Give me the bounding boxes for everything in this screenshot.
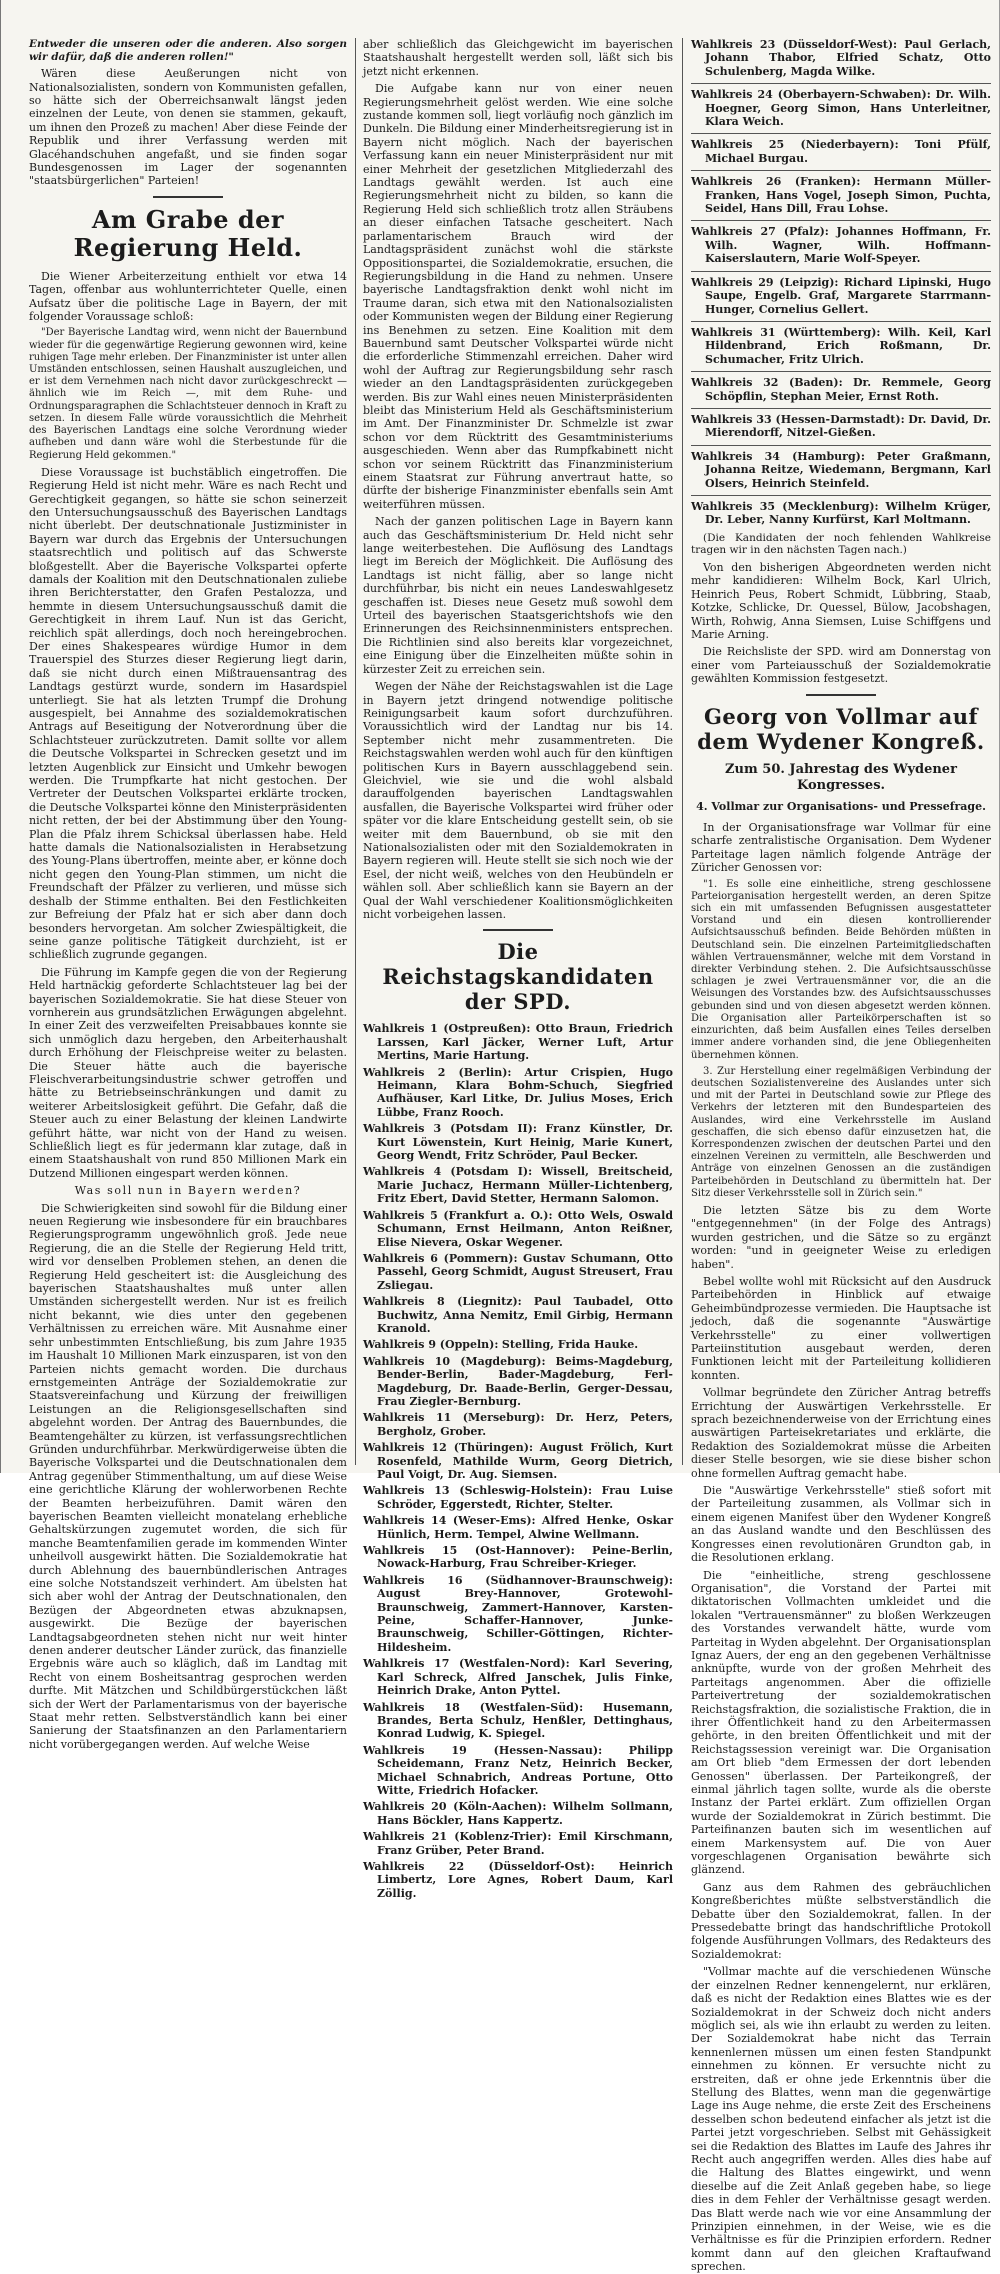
vollmar-paragraph-5: Die "Auswärtige Verkehrsstelle" stieß sofort mit der Parteileitung zusammen, als Vollmar sich in einem eigenen Manifest über den Wydener Kongreß an das Ausland wandte und den Beschlüssen des Kongresses einen revolutionären Grundton gab, in die Resolutionen erklang. <box>691 1484 991 1565</box>
wahlkreis-entry: Wahlkreis 15 (Ost-Hannover): Peine-Berlin, Nowack-Harburg, Frau Schreiber-Krieger. <box>363 1544 673 1571</box>
wahlkreis-entry: Wahlkreis 33 (Hessen-Darmstadt): Dr. David, Dr. Mierendorff, Nitzel-Gießen. <box>691 412 992 440</box>
wahlkreis-entry: Wahlkreis 34 (Hamburg): Peter Graßmann, Johanna Reitze, Wiedemann, Bergmann, Karl Olsers, Heinrich Steinfeld. <box>691 449 991 490</box>
column-rule-2 <box>682 38 683 1465</box>
wahlkreis-entry: Wahlkreis 20 (Köln-Aachen): Wilhelm Sollmann, Hans Böckler, Hans Kappertz. <box>363 1800 673 1827</box>
column-3 <box>691 38 992 2274</box>
wahlkreis-entry: Wahlkreis 24 (Oberbayern-Schwaben): Dr. Wilh. Hoegner, Georg Simon, Hans Unterleitner, Klara Weich. <box>691 88 991 129</box>
held-paragraph-4: Die Schwierigkeiten sind sowohl für die Bildung einer neuen Regierung wie insbesondere für ein brauchbares Regierungsprogramm ungewöhnlich groß. Jede neue Regierung, die an die Stelle der Regierung Held tritt, wird vor denselben Problemen stehen, an denen die Regierung Held gescheitert ist: die Ausgleichung des bayerischen Staatshaushaltes muß unter allen Umständen sichergestellt werden. Nur ist es freilich nicht bekannt, wie dies unter den gegebenen Verhältnissen zu erreichen wäre. Mit Ausnahme einer sehr unbestimmten Entschließung, bis zum Jahre 1935 im Haushalt 10 Millionen Mark einzusparen, ist von den Parteien nichts gemacht worden. Die durchaus ernstgemeinten Anträge der Sozialdemokratie zur Staatsvereinfachung und Kürzung der freiwilligen Leistungen an die Religionsgesellschaften sind abgelehnt worden. Der Antrag des Bauernbundes, die Beamtengehälter zu kürzen, ist verfassungsrechtlichen Gründen undurchführbar. Merkwürdigerweise übten die Bayerische Volkspartei und die Deutschnationalen dem Antrag gegenüber Stimmenthaltung, um auf diese Weise eine gerichtliche Klärung der wohlerworbenen Rechte der Beamten herbeizuführen. Damit wären den bayerischen Beamten vielleicht monatelang erhebliche Gehaltskürzungen zugemutet worden, die sich für manche Beamtenfamilien gerade im kommenden Winter unheilvoll ausgewirkt hätten. Die Sozialdemokratie hat durch Ablehnung des bauernbündlerischen Antrages eine solche Notstandszeit verhindert. Am übelsten hat sich aber wohl der Antrag der Deutschnationalen, den Bezügen der Abgeordneten etwas abzuknapsen, ausgewirkt. Die Bezüge der bayerischen Landtagsabgeordneten stehen nicht nur weit hinter denen anderer deutscher Länder zurück, das finanzielle Ergebnis wäre auch so kläglich, daß im Landtag mit Recht von einem Bosheitsantrag gesprochen werden durfte. Mit Mätzchen und Schildbürgerstückchen läßt sich der Wert der Parlamentarismus von der bayerische Staat mehr retten. Selbstverständlich kann bei einer Sanierung der Staatsfinanzen an den Parlamentariern nicht vorübergegangen werden. Auf welche Weise <box>29 1201 347 1751</box>
wahlkreis-entry: Wahlkreis 17 (Westfalen-Nord): Karl Severing, Karl Schreck, Alfred Janschek, Julis Finke, Heinrich Drake, Anton Pyttel. <box>363 1657 673 1698</box>
wahlkreis-entry: Wahlkreis 5 (Frankfurt a. O.): Otto Wels, Oswald Schumann, Ernst Heilmann, Anton Reißner, Elise Nievera, Oskar Wegener. <box>363 1208 674 1249</box>
vollmar-paragraph-4: Vollmar begründete den Züricher Antrag betreffs Errichtung der Auswärtigen Verkehrsstelle. Er sprach bezeichnenderweise von der Errichtung eines auswärtigen Parteisekretariates und erklärte, die Redaktion des Sozialdemokrat müsse die Arbeiten dieser Stelle besorgen, wie sie diese bisher schon ohne formellen Auftrag gemacht habe. <box>691 1386 991 1480</box>
entry-divider <box>691 495 991 496</box>
held-paragraph-3: Die Führung im Kampfe gegen die von der Regierung Held hartnäckig geforderte Schlachtsteuer lag bei der bayerischen Sozialdemokratie. Sie hat diese Steuer von vornherein aus grundsätzlichen Erwägungen abgelehnt. In einer Zeit des verzweifelten Preisabbaues konnte sie sich unmöglich dazu hergeben, den Arbeiterhaushalt durch Erhöhung der Fleischpreise weiter zu belasten. Die Steuer hätte auch die bayerische Fleischverarbeitungsindustrie schwer getroffen und hätte zu Betriebseinschränkungen und damit zu weiterer Arbeitslosigkeit geführt. Die Gefahr, daß die Steuer auch zu einer Belastung der kleinen Landwirte geführt hätte, war nicht von der Hand zu weisen. Schließlich liegt es für jedermann klar zutage, daß in einem Staatshaushalt von rund 850 Millionen Mark ein Dutzend Millionen eingespart werden können. <box>29 965 347 1180</box>
wahlkreis-entry: Wahlkreis 8 (Liegnitz): Paul Taubadel, Otto Buchwitz, Anna Nemitz, Emil Girbig, Hermann Kranold. <box>363 1295 673 1335</box>
entry-divider <box>691 321 991 322</box>
entry-divider <box>691 170 991 171</box>
wahlkreis-entry: Wahlkreis 12 (Thüringen): August Frölich, Kurt Rosenfeld, Mathilde Wurm, Georg Dietrich, Paul Voigt, Dr. Aug. Siemsen. <box>363 1441 674 1481</box>
wahlkreis-entry: Wahlkreis 14 (Weser-Ems): Alfred Henke, Oskar Hünlich, Herm. Tempel, Alwine Wellmann. <box>363 1514 673 1541</box>
intro-paragraph: Wären diese Aeußerungen nicht von Nationalsozialisten, sondern von Kommunisten gefallen, so hätte sich der Oberreichsanwalt längst jeden einzelnen der Leute, von denen sie stammen, gekauft, um ihnen den Prozeß zu machen! Aber diese Feinde der Republik und ihrer Verfassung werden mit Glacéhandschuhen angefaßt, und sie finden sogar Bundesgenossen im Lager der sogenannten "staatsbürgerlichen" Parteien! <box>29 67 347 188</box>
wahlkreis-entry: Wahlkreis 35 (Mecklenburg): Wilhelm Krüger, Dr. Leber, Nanny Kurfürst, Karl Moltmann. <box>691 499 991 527</box>
entry-divider <box>691 408 991 409</box>
vollmar-paragraph-2: Die letzten Sätze bis zu dem Worte "entgegennehmen" (in der Folge des Antrags) wurden gestrichen, und die Sätze so zu ergänzt worden: "und in geeigneter Weise zu erledigen haben". <box>691 1203 991 1271</box>
entry-divider <box>691 445 991 446</box>
column-2 <box>363 38 674 1900</box>
column-rule-1 <box>355 38 356 1465</box>
wahlkreis-entry: Wahlkreis 16 (Südhannover-Braunschweig): August Brey-Hannover, Grotewohl-Braunschweig, Zammert-Hannover, Karsten-Peine, Schaffer-Hannover, Junke-Braunschweig, Schiller-Göttingen, Richter-Hildesheim. <box>363 1573 673 1654</box>
wahlkreis-entry: Wahlkreis 29 (Leipzig): Richard Lipinski, Hugo Saupe, Engelb. Graf, Margarete Starrmann-Hunger, Cornelius Gellert. <box>691 275 991 316</box>
held-paragraph-2: Diese Voraussage ist buchstäblich eingetroffen. Die Regierung Held ist nicht mehr. Wäre es nach Recht und Gerechtigkeit gegangen, so hätte sie schon seinerzeit den Untersuchungsausschuß des Bayerischen Landtags nicht überlebt. Der deutschnationale Justizminister in Bayern war durch das Ergebnis der Untersuchungen staatsrechtlich und politisch auf das Schwerste bloßgestellt. Aber die Bayerische Volkspartei opferte damals der Koalition mit den Deutschnationalen zuliebe ihren Berichterstatter, den Grafen Pestalozza, und hemmte in diesem Untersuchungsausschuß damit die Gerechtigkeit in ihrem Lauf. Nun ist das Gericht, reichlich spät allerdings, doch noch hereingebrochen. Der eines Shakespeares würdige Humor in dem Trauerspiel des Sturzes dieser Regierung liegt darin, daß sie nicht durch einen Mißtrauensantrag des Landtags gestürzt wurde, sondern im Hasardspiel unterliegt. Sie hat als letzten Trumpf die Drohung ausgespielt, bei Annahme des sozialdemokratischen Antrags auf Beseitigung der Notverordnung über die Schlachtsteuer zurückzutreten. Damit sollte vor allem die Deutsche Volkspartei in Schrecken gesetzt und im letzten Augenblick zur Einsicht und Umkehr bewogen werden. Die Trumpfkarte hat nicht gestochen. Der Vertreter der Deutschen Volkspartei erklärte trocken, die Deutsche Volkspartei könne den Ministerpräsidenten nicht retten, der bei der Abstimmung über den Young-Plan die Pfalz ihrem Schicksal überlassen habe. Held hatte damals die Nationalsozialisten in Herabsetzung des Young-Plans übertroffen, meinte aber, er könne doch nicht gegen den Young-Plan stimmen, um nicht die Freundschaft der Pfälzer zu verlieren, und müsse sich deshalb der Stimme enthalten. Bei den Festlichkeiten zur Befreiung der Pfalz hat er sich aber dann doch besonders hervorgetan. Am solcher Zwiespältigkeit, die seine ganze politische Tätigkeit durchzieht, ist er schließlich zugrunde gegangen. <box>29 465 347 962</box>
wahlkreis-entry: Wahlkreis 1 (Ostpreußen): Otto Braun, Friedrich Larssen, Karl Jäcker, Werner Luft, Artur Mertins, Marie Hartung. <box>363 1022 673 1063</box>
vollmar-quote-2: 3. Zur Herstellung einer regelmäßigen Verbindung der deutschen Sozialistenvereine des Auslandes unter sich und mit der Partei in Deutschland sowie zur Pflege des Verkehrs der letzteren mit den Bundesparteien des Auslandes, wird eine Verkehrsstelle im Ausland geschaffen, die sich ebenso dafür einzusetzen hat, die Korrespondenzen zwischen der deutschen Partei und den einzelnen Vereinen zu vermitteln, alle Beschwerden und Anträge von einzelnen Genossen an die zuständigen Parteibehörden in Deutschland zu übermitteln hat. Der Sitz dieser Verkehrsstelle soll in Zürich sein." <box>691 1065 991 1199</box>
intro-quote: Entweder die unseren oder die anderen. Also sorgen wir dafür, daß die anderen rollen!" <box>29 38 347 63</box>
section-divider <box>153 196 223 198</box>
held-paragraph-7: Nach der ganzen politischen Lage in Bayern kann auch das Geschäftsministerium Dr. Held nicht sehr lange weiterbestehen. Die Auflösung des Landtags liegt im Bereich der Möglichkeit. Die Auflösung des Landtags ist nicht fällig, aber so lange nicht durchführbar, bis nicht ein neues Landeswahlgesetz geschaffen ist. Dieses neue Gesetz muß sowohl dem Urteil des bayerischen Staatsgerichtshofs wie den Erinnerungen des Reichsinnenministers entsprechen. Die Richtlinien sind also bereits klar vorgezeichnet, eine Einigung über die Einzelheiten müßte sohin in kürzester Zeit zu erreichen sein. <box>363 515 673 676</box>
vollmar-quote-1: "1. Es solle eine einheitliche, streng geschlossene Parteiorganisation hergestellt werden, an deren Spitze sich ein mit umfassenden Befugnissen ausgestatteter Vorstand und ein diesen kontrollierender Aufsichtsausschuß befinden. Beide Behörden müßten in Deutschland sein. Die einzelnen Parteimitgliedschaften wählen Vertrauensmänner, welche mit dem Vorstand in direkter Verbindung stehen. 2. Die Aufsichtsausschüsse schlagen je zwei Vertrauensmänner vor, die an die Weisungen des Vorstandes bzw. des Aufsichtsausschusses gebunden sind und von diesen abgesetzt werden können. Die Organisation aller Parteikörperschaften ist so einzurichten, daß beim Ausfallen eines Teiles derselben immer andere vorhanden sind, die jene Obliegenheiten übernehmen können. <box>691 878 991 1061</box>
held-subheading: Was soll nun in Bayern werden? <box>74 1184 302 1198</box>
wahlkreis-entry: Wahlkreis 19 (Hessen-Nassau): Philipp Scheidemann, Franz Netz, Heinrich Becker, Michael Schnabrich, Andreas Portune, Otto Witte, Friedrich Hofacker. <box>363 1743 673 1797</box>
vollmar-paragraph-6: Die "einheitliche, streng geschlossene Organisation", die Vorstand der Partei mit diktatorischen Vollmachten umkleidet und die lokalen "Vertrauensmänner" zu bloßen Werkzeugen des Vorstandes verwandelt hätte, wurde vom Parteitag in Wyden abgelehnt. Der Organisationsplan Ignaz Auers, der eng an den gegebenen Verhältnisse anknüpfte, wurde von der großen Mehrheit des Parteitags angenommen. Aber die offizielle Parteivertretung der sozialdemokratischen Reichstagsfraktion, die sozialistische Fraktion, die in ihrer Öffentlichkeit hand zu den Arbeitermassen gehörte, in den breiten Öffentlichkeit und mit der Reichstagssession vereinigt war. Die Organisation am Ort blieb "dem Ermessen der dort lebenden Genossen" überlassen. Der Parteikongreß, der einmal jährlich tagen sollte, wurde als die oberste Instanz der Partei erklärt. Zum offiziellen Organ wurde der Sozialdemokrat in Zürich bestimmt. Die Parteifinanzen bauten sich im wesentlichen auf einem Markensystem auf. Die von Auer vorgeschlagenen Organisation bewährte sich glänzend. <box>691 1568 991 1877</box>
article-title-kandidaten: Die Reichstagskandidaten der SPD. <box>382 939 654 1015</box>
vollmar-paragraph-7: Ganz aus dem Rahmen des gebräuchlichen Kongreßberichtes müßte selbstverständlich die Debatte über den Sozialdemokrat, fallen. In der Pressedebatte bringt das handschriftliche Protokoll folgende Ausführungen Vollmars, des Redakteurs des Sozialdemokrat: <box>691 1880 991 1961</box>
vollmar-paragraph-3: Bebel wollte wohl mit Rücksicht auf den Ausdruck Parteibehörden in Hinblick auf etwaige Geheimbündprozesse vermieden. Die Hauptsache ist jedoch, daß die sogenannte "Auswärtige Verkehrsstelle" zu einer vollwertigen Parteiinstitution ausgebaut werden, deren Funktionen leicht mit der Parteileitung kollidieren konnten. <box>691 1274 991 1382</box>
entry-divider <box>691 271 991 272</box>
wahlkreis-entry: Wahlkreis 25 (Niederbayern): Toni Pfülf, Michael Burgau. <box>691 138 992 165</box>
wahlkreis-entry: Wahlkreis 22 (Düsseldorf-Ost): Heinrich Limbertz, Lore Agnes, Robert Daum, Karl Zöllig. <box>363 1859 673 1900</box>
wahlkreis-entry: Wahlkreis 26 (Franken): Hermann Müller-Franken, Hans Vogel, Joseph Simon, Puchta, Seidel, Hans Dill, Frau Lohse. <box>691 175 991 216</box>
entry-divider <box>691 133 991 134</box>
held-paragraph-6: Die Aufgabe kann nur von einer neuen Regierungsmehrheit gelöst werden. Wie eine solche zustande kommen soll, liegt vorläufig noch gänzlich im Dunkeln. Die Bildung einer Minderheitsregierung ist in Bayern nicht möglich. Nach der bayerischen Verfassung kann ein neuer Ministerpräsident nur mit einer Mehrheit der gesetzlichen Mitgliederzahl des Landtags gewählt werden. Ist auch eine Regierungsmehrheit nicht zu bilden, so kann die Regierung Held sich schließlich trotz allen Sträubens an dieser einfachen Tatsache gescheitert. Nach parlamentarischem Brauch wird der Landtagspräsident zunächst wohl die stärkste Oppositionspartei, die Sozialdemokratie, ersuchen, die Regierungsbildung in die Hand zu nehmen. Unsere bayerische Landtagsfraktion denkt wohl nicht im Traume daran, sich etwa mit den Nationalsozialisten oder Kommunisten wegen der Bildung einer Regierung ins Benehmen zu setzen. Eine Koalition mit dem Bauernbund samt Deutscher Volkspartei würde nicht die erforderliche Stimmenzahl erreichen. Daher wird wohl der Auftrag zur Regierungsbildung sehr rasch wieder an den Landtagspräsidenten zurückgegeben werden. Bis zur Wahl eines neuen Ministerpräsidenten bleibt das Ministerium Held als Geschäftsministerium im Amt. Der Finanzminister Dr. Schmelzle ist zwar schon vor dem Rücktritt des Gesamtministeriums ausgeschieden. Wenn aber das Rumpfkabinett nicht schon vor seinem Rücktritt das Finanzministerium einem Staatsrat zur Führung anvertraut hatte, so dürfte der bisherige Finanzminister ebenfalls sein Amt weiterführen müssen. <box>363 82 673 511</box>
wahlkreis-entry: Wahlkreis 2 (Berlin): Artur Crispien, Hugo Heimann, Klara Bohm-Schuch, Siegfried Aufhäuser, Karl Litke, Dr. Julius Moses, Erich Lübbe, Franz Rooch. <box>363 1065 673 1119</box>
wahlkreis-entry: Wahlkreis 3 (Potsdam II): Franz Künstler, Dr. Kurt Löwenstein, Kurt Heinig, Marie Kunert, Georg Wendt, Fritz Schröder, Paul Becker. <box>363 1122 674 1163</box>
section-divider <box>483 929 553 931</box>
wahlkreis-entry: Wahlkreis 6 (Pommern): Gustav Schumann, Otto Passehl, Georg Schmidt, August Streusert, Frau Zsliegau. <box>363 1251 673 1292</box>
kandidaten-reichsliste: Die Reichsliste der SPD. wird am Donnerstag von einer vom Parteiausschuß der Sozialdemokratie gewählten Kommission festgesetzt. <box>691 645 991 686</box>
wahlkreis-entry: Wahlkreis 23 (Düsseldorf-West): Paul Gerlach, Johann Thabor, Elfried Schatz, Otto Schulenberg, Magda Wilke. <box>691 38 991 78</box>
wahlkreis-entry: Wahlkreis 13 (Schleswig-Holstein): Frau Luise Schröder, Eggerstedt, Richter, Stelter. <box>363 1484 674 1511</box>
article-title-vollmar: Georg von Vollmar auf dem Wydener Kongreß. <box>697 703 985 754</box>
vollmar-paragraph-8: "Vollmar machte auf die verschiedenen Wünsche der einzelnen Redner kennengelernt, nur erklären, daß es nicht der Redaktion eines Blattes wie es der Sozialdemokrat in der Schweiz doch nicht anders möglich sei, als wie ihn erlaubt zu werden zu leiten. Der Sozialdemokrat habe nicht das Terrain kennenlernen müssen um einen festen Standpunkt einnehmen zu können. Er versuchte nicht zu erstreiten, daß er ohne jede Erkenntnis über die Stellung des Blattes, wenn man die gegenwärtige Lage ins Auge nehme, die erste Zeit des Erscheinens desselben schon bedeutend einfacher als jetzt ist die Partei jetzt vorgeschrieben. Selbst mit Gehässigkeit sei die Redaktion des Blattes im Laufe des Jahres ihr Recht auch angegriffen werden. Alles dies habe auf die Haltung des Blattes eingewirkt, und wenn dieselbe auf die Zeit Anlaß gegeben habe, so liege dies in dem Fehler der Verhältnisse gesagt werden. Das Blatt werde nach wie vor eine Ansammlung der Prinzipien einnehmen, in der Weise, wie es die Verhältnisse es für die Prinzipien erfordern. Redner kommt dann auf den gleichen Kraftaufwand sprechen. <box>691 1965 991 2274</box>
article-title-held: Am Grabe der Regierung Held. <box>73 204 303 262</box>
wahlkreis-entry: Wahlkreis 31 (Württemberg): Wilh. Keil, Karl Hildenbrand, Erich Roßmann, Dr. Schumacher, Fritz Ulrich. <box>691 325 992 366</box>
held-paragraph-5: aber schließlich das Gleichgewicht im bayerischen Staatshaushalt hergestellt werden soll, läßt sich bis jetzt nicht erkennen. <box>363 38 673 78</box>
wahlkreis-list-b <box>691 38 991 527</box>
wahlkreis-entry: Wahlkreis 18 (Westfalen-Süd): Husemann, Brandes, Berta Schulz, Henßler, Dettinghaus, Konrad Ludwig, K. Spiegel. <box>363 1700 673 1741</box>
entry-divider <box>691 83 991 84</box>
vollmar-subtitle: Zum 50. Jahrestag des Wydener Kongresses. <box>725 761 957 793</box>
wahlkreis-list-a <box>363 1022 673 1900</box>
wahlkreis-entry: Wahlkreis 9 (Oppeln): Stelling, Frida Hauke. <box>363 1338 639 1352</box>
held-paragraph-8: Wegen der Nähe der Reichstagswahlen ist die Lage in Bayern jetzt dringend notwendige politische Reinigungsarbeit kaum sofort durchzuführen. Voraussichtlich wird der Landtag nur bis 14. September nicht mehr zusammentreten. Die Reichstagswahlen werden wohl auch für den künftigen politischen Kurs in Bayern ausschlaggebend sein. Gleichviel, wie sie und die wohl alsbald darauffolgenden bayerischen Landtagswahlen ausfallen, die Bayerische Volkspartei wird früher oder später vor die klare Entscheidung gestellt sein, ob sie weiter mit dem Bauernbund, ob sie mit den Nationalsozialisten oder mit den Sozialdemokraten in Bayern regieren will. Heute stellt sie sich noch wie der Esel, der nicht weiß, welches von den Heubündeln er wählen soll. Aber schließlich kann sie Bayern an der Qual der Wahl verschiedener Koalitionsmöglichkeiten nicht vorbeigehen lassen. <box>363 680 673 921</box>
wahlkreis-entry: Wahlkreis 32 (Baden): Dr. Remmele, Georg Schöpflin, Stephan Meier, Ernst Roth. <box>691 376 991 403</box>
kandidaten-retiring: Von den bisherigen Abgeordneten werden nicht mehr kandidieren: Wilhelm Bock, Karl Ulrich, Heinrich Peus, Robert Schmidt, Lübbring, Staab, Kotzke, Schlicke, Dr. Quessel, Bülow, Jacobshagen, Wirth, Rohwig, Anna Siemsen, Luise Schiffgens und Marie Arning. <box>691 560 991 641</box>
held-paragraph-1: Die Wiener Arbeiterzeitung enthielt vor etwa 14 Tagen, offenbar aus wohlunterrichteter Quelle, einen Aufsatz über die politische Lage in Bayern, der mit folgender Voraussage schloß: <box>29 269 347 324</box>
section-divider <box>806 694 876 696</box>
wahlkreis-entry: Wahlkreis 10 (Magdeburg): Beims-Magdeburg, Bender-Berlin, Bader-Magdeburg, Ferl-Magdeburg, Dr. Baade-Berlin, Gerger-Dessau, Frau Ziegler-Bernburg. <box>363 1354 673 1408</box>
wahlkreis-entry: Wahlkreis 21 (Koblenz-Trier): Emil Kirschmann, Franz Grüber, Peter Brand. <box>363 1830 674 1857</box>
kandidaten-note: (Die Kandidaten der noch fehlenden Wahlkreise tragen wir in den nächsten Tagen nach.) <box>691 531 991 557</box>
wahlkreis-entry: Wahlkreis 27 (Pfalz): Johannes Hoffmann, Fr. Wilh. Wagner, Wilh. Hoffmann-Kaiserslautern, Marie Wolf-Speyer. <box>691 225 992 266</box>
entry-divider <box>691 371 991 372</box>
wahlkreis-entry: Wahlkreis 4 (Potsdam I): Wissell, Breitscheid, Marie Juchacz, Hermann Müller-Lichtenberg, Fritz Ebert, David Stetter, Hermann Salomon. <box>363 1165 673 1206</box>
vollmar-section-title: 4. Vollmar zur Organisations- und Pressefrage. <box>696 799 986 813</box>
vollmar-paragraph-1: In der Organisationsfrage war Vollmar für eine scharfe zentralistische Organisation. Dem Wydener Parteitage lagen nämlich folgende Anträge der Züricher Genossen vor: <box>691 821 991 875</box>
entry-divider <box>691 220 991 221</box>
column-1 <box>29 38 347 1751</box>
wahlkreis-entry: Wahlkreis 11 (Merseburg): Dr. Herz, Peters, Bergholz, Grober. <box>363 1411 673 1438</box>
held-quote: "Der Bayerische Landtag wird, wenn nicht der Bauernbund wieder für die gegenwärtige Regierung gewonnen wird, keine ruhigen Tage mehr erleben. Der Finanzminister ist unter allen Umständen entschlossen, seinen Haushalt auszugleichen, und er ist dem Vernehmen nach nicht davor zurückgeschreckt — ähnlich wie im Reich —, mit dem Ruhe- und Ordnungsparagraphen die Schlachtsteuer dennoch in Kraft zu setzen. In diesem Falle würde voraussichtlich die Mehrheit des Bayerischen Landtags eine solche Verordnung wieder aufheben und dann wäre wohl die Sterbestunde für die Regierung Held gekommen." <box>29 327 347 461</box>
